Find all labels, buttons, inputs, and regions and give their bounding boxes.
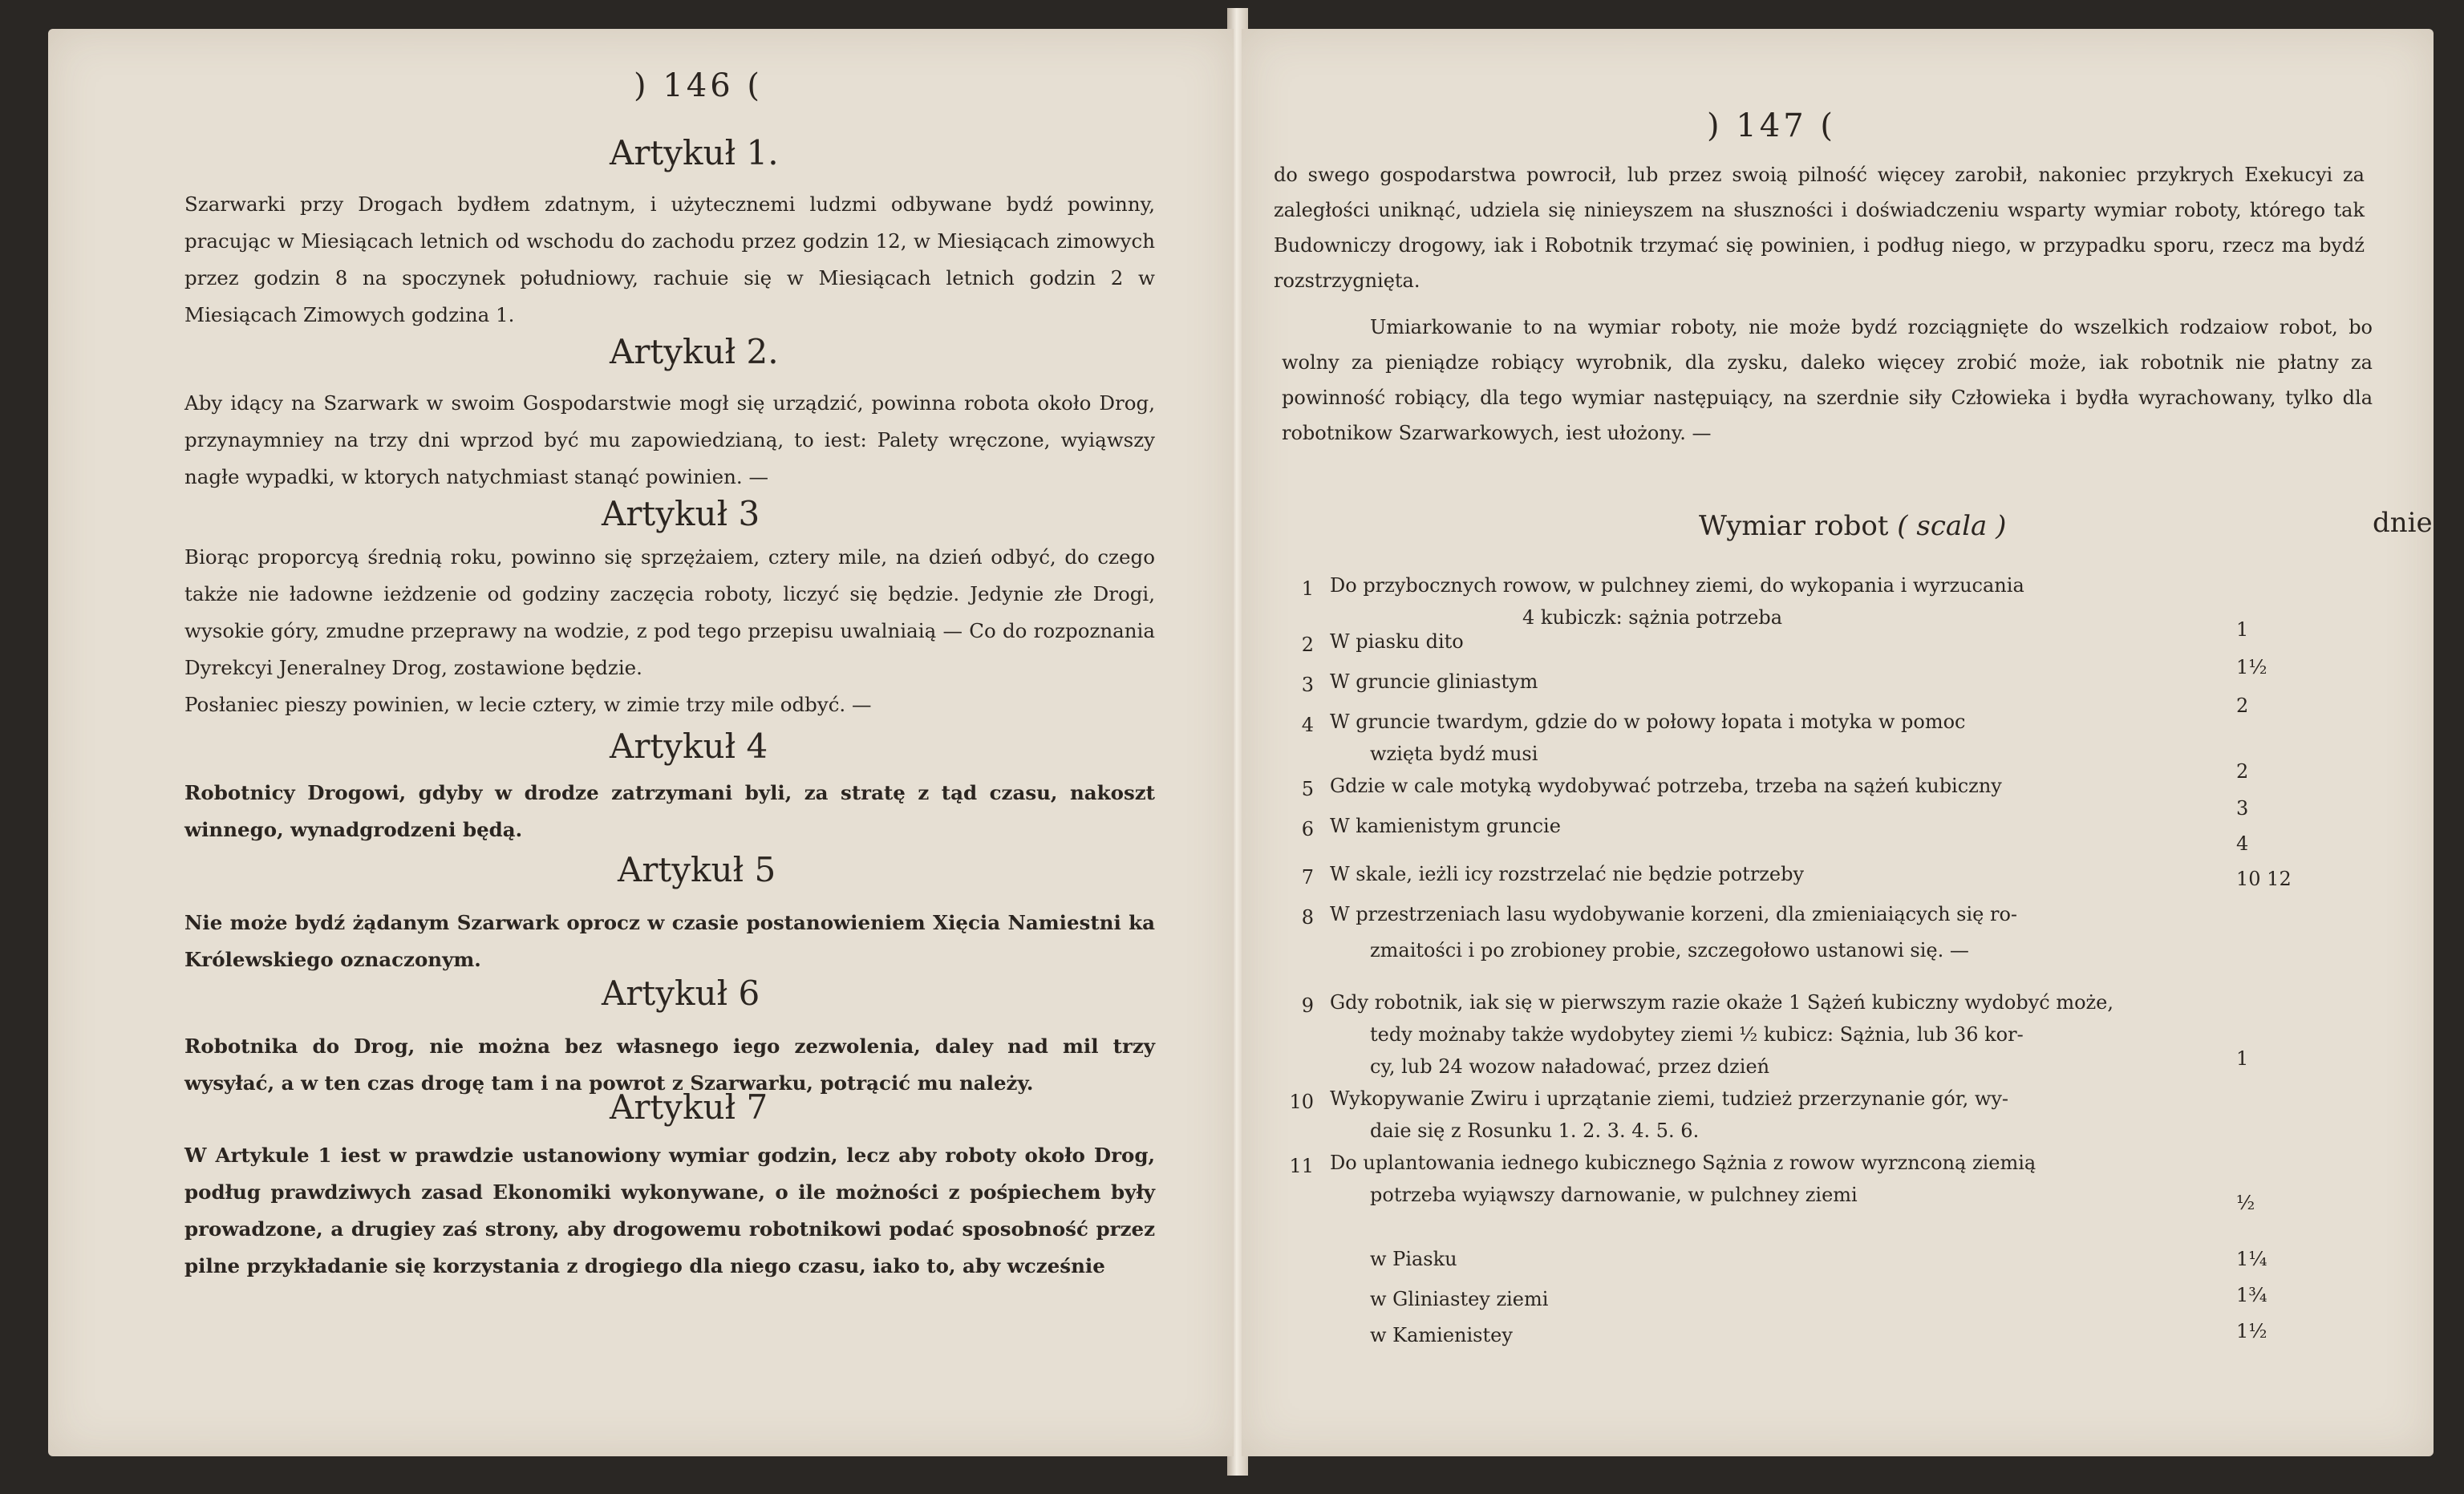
table-row-number: 6 [1301, 818, 1314, 840]
table-row-text: Gdy robotnik, iak się w pierwszym razie okaże 1 Sążeń kubiczny wydobyć może, [1330, 991, 2114, 1014]
table-row-text-continued: 4 kubiczk: sążnia potrzeba [1522, 606, 1783, 629]
table-row-days-value: 1 [2236, 618, 2249, 641]
table-row-days-value: 10 12 [2236, 868, 2292, 890]
table-title-text: Wymiar robot [1699, 510, 1889, 542]
table-row-days-value: 3 [2236, 797, 2249, 820]
table-title [1699, 510, 2006, 542]
article-heading-4: Artykuł 4 [610, 727, 768, 766]
table-row-number: 8 [1301, 906, 1314, 929]
table-row-text: Do przybocznych rowow, w pulchney ziemi, do wykopania i wyrzucania [1330, 574, 2024, 597]
table-row-number: 5 [1301, 778, 1314, 800]
article-text-7: W Artykule 1 iest w prawdzie ustanowiony wymiar godzin, lecz aby roboty około Drog, podług prawdziwych zasad Ekonomiki wykonywane, o ile możności z pośpiechem były prowadzone, a drugiey zaś strony, aby drogowemu robotnikowi podać sposobność przez pilne przykładanie się korzystania z drogiego dla niego czasu, iako to, aby wcześnie [184, 1144, 1155, 1277]
table-row-text-continued: potrzeba wyiąwszy darnowanie, w pulchney ziemi [1370, 1184, 1858, 1206]
table-row-number: 9 [1301, 994, 1314, 1017]
table-row-text: Gdzie w cale motyką wydobywać potrzeba, trzeba na sążeń kubiczny [1330, 775, 2002, 797]
article-text-1: Szarwarki przy Drogach bydłem zdatnym, i użytecznemi ludzmi odbywane bydź powinny, pracując w Miesiącach letnich od wschodu do zachodu przez godzin 12, w Miesiącach zimowych przez godzin 8 na spoczynek południowy, rachuie się w Miesiącach letnich godzin 2 w Miesiącach Zimowych godzina 1. [184, 192, 1155, 326]
table-row-text: W gruncie gliniastym [1330, 670, 1538, 693]
right-page [1242, 29, 2434, 1456]
table-row-days-value: 1¼ [2236, 1248, 2267, 1270]
right-paragraph-2: Umiarkowanie to na wymiar roboty, nie może bydź rozciągnięte do wszelkich rodzaiow robot, bo wolny za pieniądze robiący wyrobnik, dla zysku, daleko więcey zrobić może, iak robotnik nie płatny za powinność robiący, dla tego wymiar następuiący, na szerdnie siły Człowieka i bydła wyrachowany, tylko dla robotnikow Szarwarkowych, iest ułożony. — [1282, 316, 2373, 444]
article-heading-7: Artykuł 7 [610, 1087, 768, 1127]
table-row-number: 10 [1289, 1091, 1314, 1113]
table-row-text-continued: tedy możnaby także wydobytey ziemi ½ kubicz: Sążnia, lub 36 kor- [1370, 1023, 2024, 1046]
article-text-3: Biorąc proporcyą średnią roku, powinno się sprzężaiem, cztery mile, na dzień odbyć, do czego także nie ładowne ieżdzenie od godziny zaczęcia roboty, liczyć się będzie. Jedynie złe Drogi, wysokie góry, zmudne przeprawy na wodzie, z pod tego przepisu uwalniaią — Co do rozpoznania Dyrekcyi Jeneralney Drog, zostawione będzie. [184, 545, 1155, 679]
article-heading-3: Artykuł 3 [602, 494, 760, 533]
article-text-4: Robotnicy Drogowi, gdyby w drodze zatrzymani byli, za stratę z tąd czasu, nakoszt winnego, wynadgrodzeni będą. [184, 781, 1155, 841]
article-heading-1: Artykuł 1. [610, 133, 779, 172]
table-row-number: 7 [1301, 866, 1314, 889]
table-row-text-continued: daie się z Rosunku 1. 2. 3. 4. 5. 6. [1370, 1119, 1700, 1142]
table-row-text-continued: cy, lub 24 wozow naładować, przez dzień [1370, 1055, 1770, 1078]
article-text-2: Aby idący na Szarwark w swoim Gospodarstwie mogł się urządzić, powinna robota około Drog, przynaymniey na trzy dni wprzod być mu zapowiedzianą, to iest: Palety wręczone, wyiąwszy nagłe wypadki, w ktorych natychmiast stanąć powinien. — [184, 391, 1155, 488]
left-page [48, 29, 1234, 1456]
table-row-days-value: 2 [2236, 760, 2249, 783]
table-row-text: W przestrzeniach lasu wydobywanie korzeni, dla zmieniaiących się ro- [1330, 903, 2018, 925]
table-row-text: w Piasku [1370, 1248, 1457, 1270]
article-text-3b: Posłaniec pieszy powinien, w lecie cztery, w zimie trzy mile odbyć. — [184, 693, 872, 716]
table-row-number: 4 [1301, 714, 1314, 736]
table-row-text-continued: zmaitości i po zrobioney probie, szczegołowo ustanowi się. — [1370, 939, 1969, 962]
table-row-days-value: 1¾ [2236, 1284, 2267, 1306]
article-text-6: Robotnika do Drog, nie można bez własnego iego zezwolenia, daley nad mil trzy wysyłać, a w ten czas drogę tam i na powrot z Szarwarku, potrącić mu należy. [184, 1034, 1155, 1095]
table-row-number: 3 [1301, 674, 1314, 696]
table-row-text: W kamienistym gruncie [1330, 815, 1561, 837]
table-row-text: w Gliniastey ziemi [1370, 1288, 1549, 1310]
article-heading-2: Artykuł 2. [610, 332, 779, 371]
table-row-number: 11 [1289, 1155, 1314, 1177]
table-row-days-value: ½ [2236, 1192, 2255, 1214]
article-heading-6: Artykuł 6 [602, 974, 760, 1013]
table-row-number: 1 [1301, 577, 1314, 600]
right-paragraph-1: do swego gospodarstwa powrocił, lub przez swoią pilność więcey zarobił, nakoniec przykrych Exekucyi za zaległości uniknąć, udziela się ninieyszem na słuszności i doświadczeniu wsparty wymiar roboty, którego tak Budowniczy drogowy, iak i Robotnik trzymać się powinien, i podług niego, w przypadku sporu, rzecz ma bydź rozstrzygnięta. [1274, 164, 2365, 292]
table-row-text: W piasku dito [1330, 630, 1464, 653]
table-row-text-continued: wzięta bydź musi [1370, 743, 1538, 765]
table-row-days-value: 1½ [2236, 1320, 2267, 1342]
table-row-text: w Kamienistey [1370, 1324, 1513, 1346]
table-row-text: Wykopywanie Zwiru i uprzątanie ziemi, tudzież przerzynanie gór, wy- [1330, 1087, 2009, 1110]
table-row-days-value: 2 [2236, 694, 2249, 717]
table-row-days-value: 1 [2236, 1047, 2249, 1070]
table-row-text: W skale, ieżli icy rozstrzelać nie będzie potrzeby [1330, 863, 1805, 885]
page-number-right: ) 147 ( [1707, 107, 1836, 144]
table-row-days-value: 1½ [2236, 656, 2267, 678]
table-title-scala: ( scala ) [1897, 510, 2007, 542]
article-heading-5: Artykuł 5 [618, 850, 776, 889]
table-row-number: 2 [1301, 634, 1314, 656]
page-number-left: ) 146 ( [634, 67, 763, 104]
table-column-dnie: dnie [2373, 507, 2433, 539]
table-row-text: Do uplantowania iednego kubicznego Sążnia z rowow wyrznconą ziemią [1330, 1152, 2036, 1174]
article-text-5: Nie może bydź żądanym Szarwark oprocz w czasie postanowieniem Xięcia Namiestni ka Królewskiego oznaczonym. [184, 911, 1155, 971]
table-row-text: W gruncie twardym, gdzie do w połowy łopata i motyka w pomoc [1330, 711, 1966, 733]
table-row-days-value: 4 [2236, 832, 2249, 855]
